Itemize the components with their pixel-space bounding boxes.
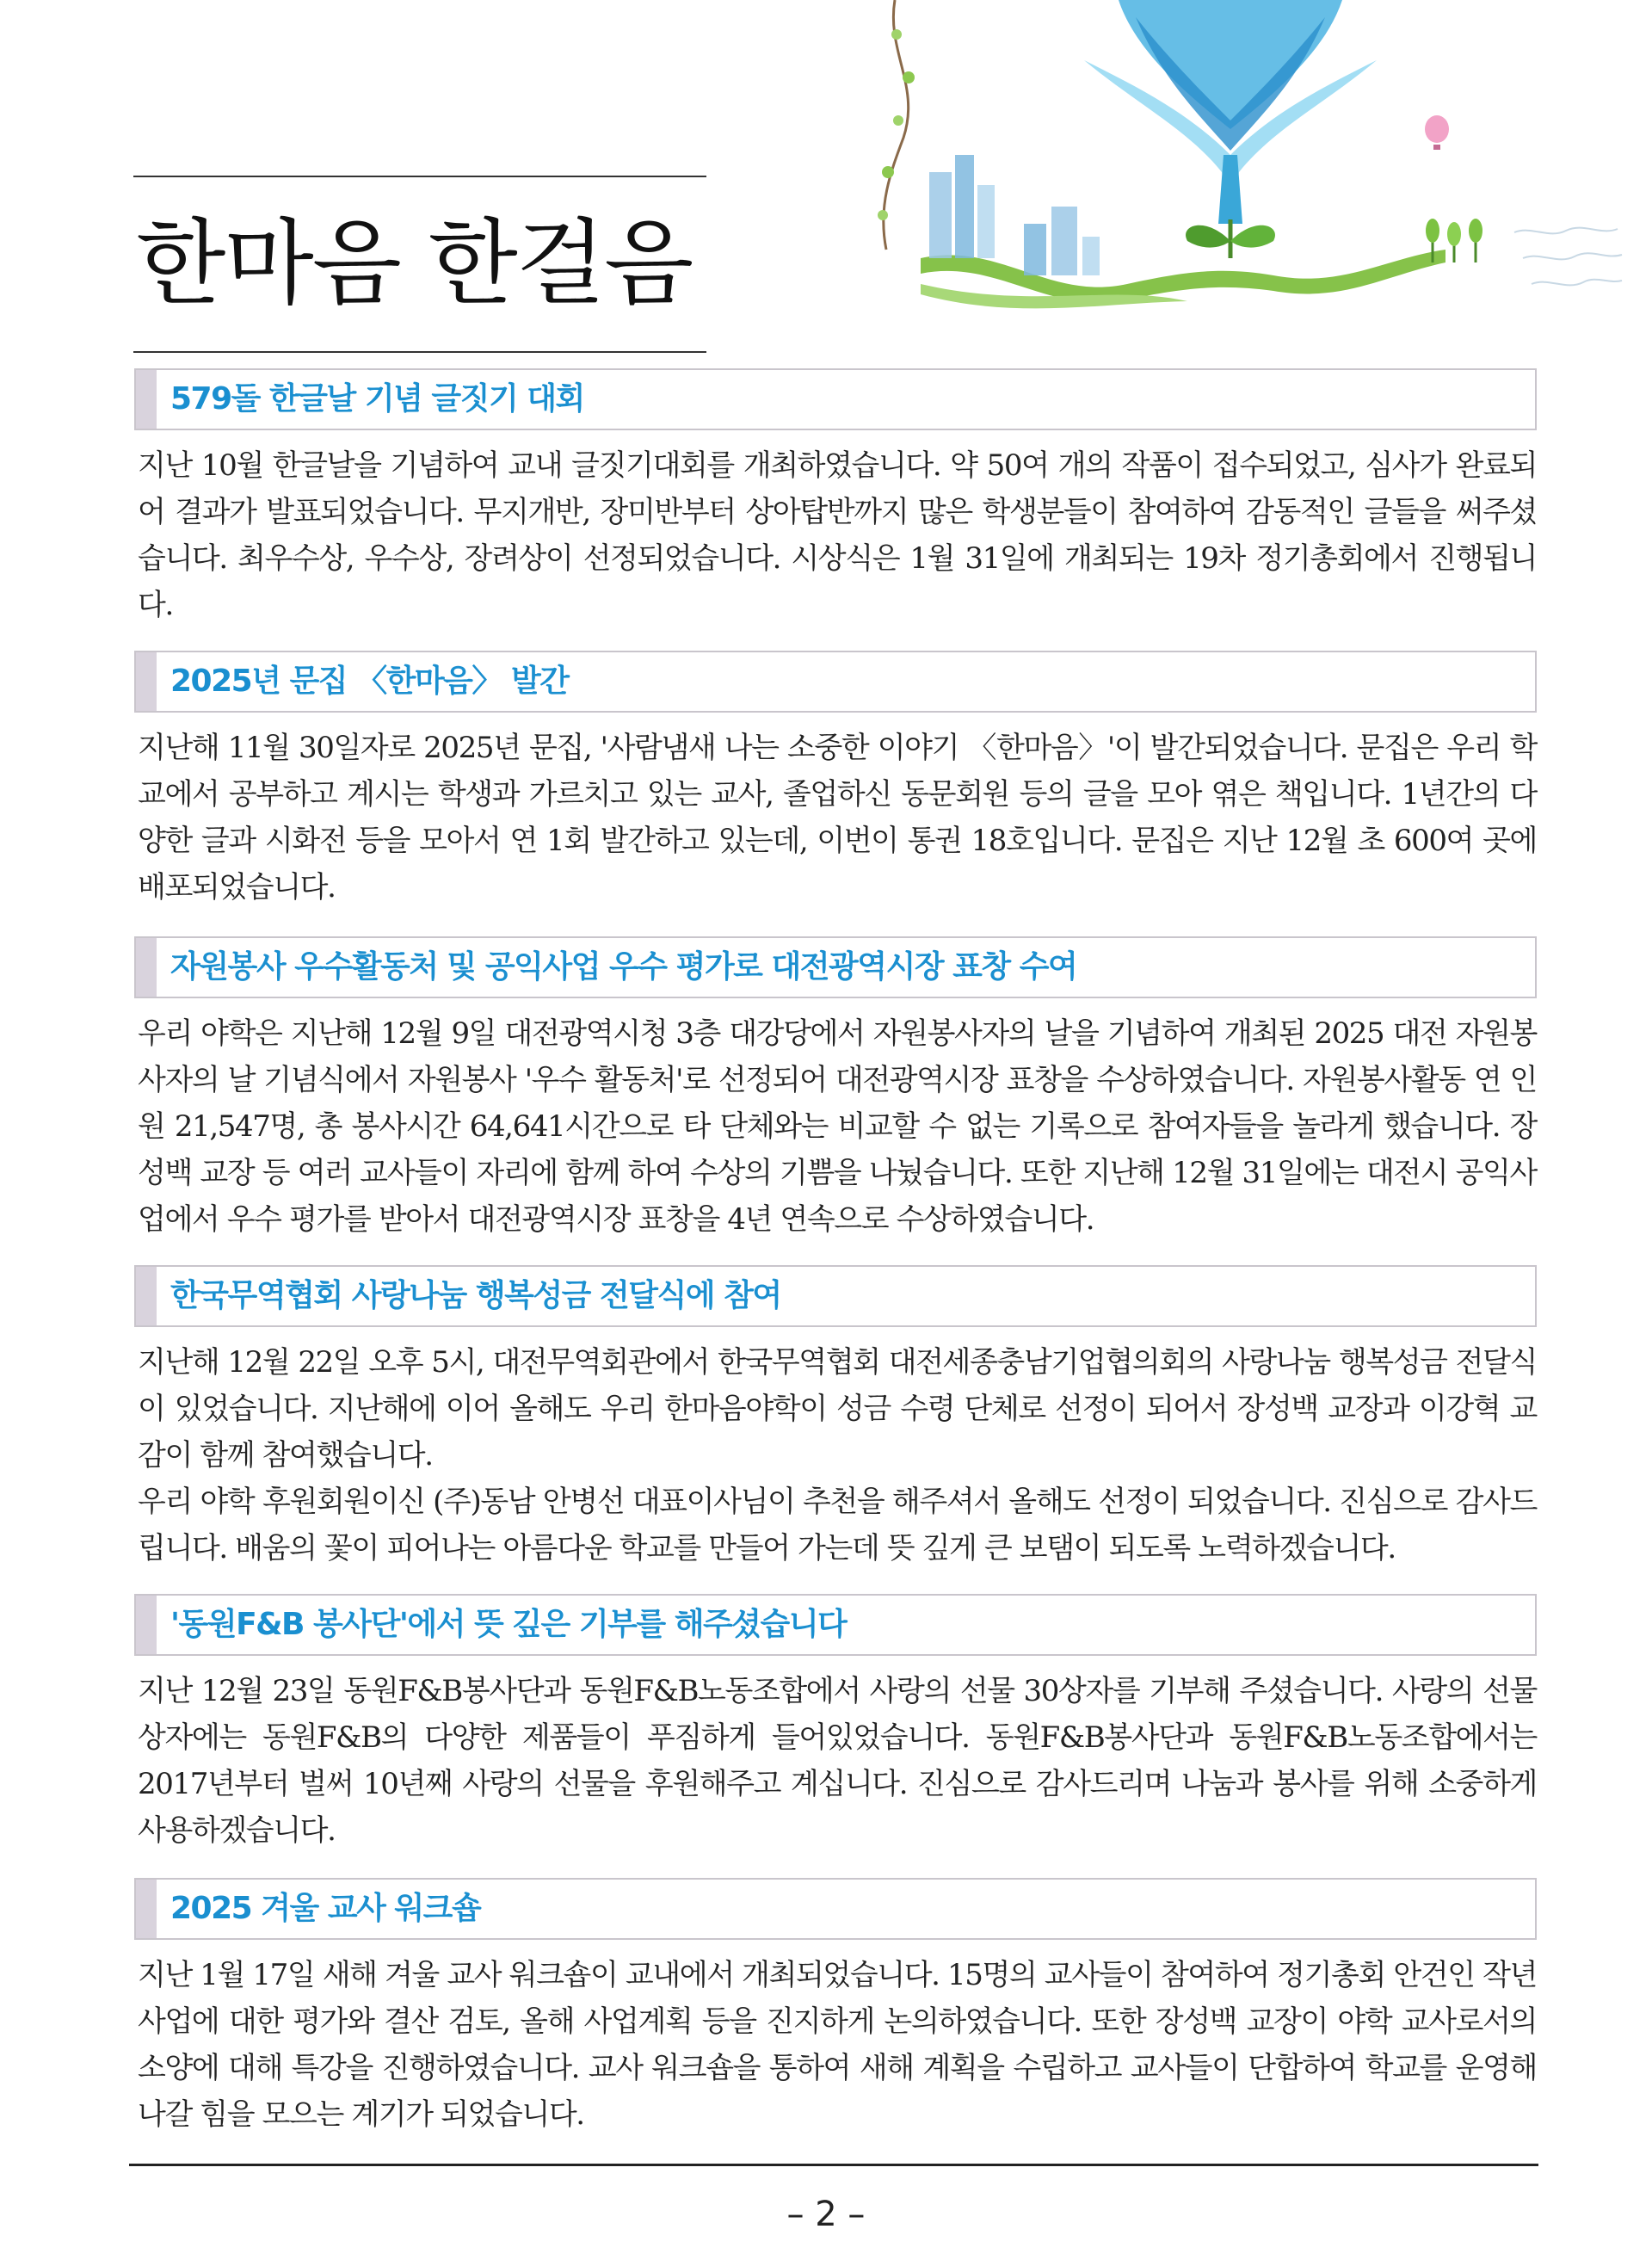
section-paragraph: 우리 야학은 지난해 12월 9일 대전광역시청 3층 대강당에서 자원봉사자의 날을 기념하여 개최된 2025 대전 자원봉사자의 날 기념식에서 자원봉사 '우수 활동처'로 선정되어 대전광역시장 표창을 수상하였습니다. 자원봉사활동 연 인원 21,547명, 총 봉사시간 64,641시간으로 타 단체와는 비교할 수 없는 기록으로 참여자들을 놀라게 했습니다. 장성백 교장 등 여러 교사들이 자리에 함께 하여 수상의 기쁨을 나눴습니다. 또한 지난해 12월 31일에는 대전시 공익사업에서 우수 평가를 받아서 대전광역시장 표창을 4년 연속으로 수상하였습니다. bbox=[138, 1016, 1537, 1237]
section-heading-text: 2025 겨울 교사 워크숍 bbox=[170, 1891, 481, 1926]
section-heading-bar bbox=[136, 652, 157, 711]
section-body-trade-association bbox=[138, 1339, 1537, 1572]
section-paragraph: 지난 10월 한글날을 기념하여 교내 글짓기대회를 개최하였습니다. 약 50여 개의 작품이 접수되었고, 심사가 완료되어 결과가 발표되었습니다. 무지개반, 장미반부터 상아탑반까지 많은 학생분들이 참여하여 감동적인 글들을 써주셨습니다. 최우수상, 우수상, 장려상이 선정되었습니다. 시상식은 1월 31일에 개최되는 19차 정기총회에서 진행됩니다. bbox=[138, 448, 1537, 622]
section-heading-text: 한국무역협회 사랑나눔 행복성금 전달식에 참여 bbox=[170, 1278, 781, 1313]
title-top-rule bbox=[133, 176, 706, 177]
section-heading-bar bbox=[136, 1596, 157, 1654]
section-heading-hangul-day bbox=[134, 368, 1537, 430]
section-heading-dongwon-donation bbox=[134, 1594, 1537, 1656]
section-heading-text: '동원F&B 봉사단'에서 뜻 깊은 기부를 해주셨습니다 bbox=[170, 1607, 847, 1642]
section-body-teacher-workshop bbox=[138, 1952, 1537, 2138]
section-heading-bar bbox=[136, 1267, 157, 1325]
section-heading-text: 579돌 한글날 기념 글짓기 대회 bbox=[170, 381, 584, 417]
footer-rule bbox=[129, 2164, 1538, 2166]
section-body-volunteer-award bbox=[138, 1010, 1537, 1243]
section-heading-text: 2025년 문집 〈한마음〉 발간 bbox=[170, 664, 569, 699]
title-bottom-rule bbox=[133, 351, 706, 353]
section-heading-bar bbox=[136, 1880, 157, 1938]
section-paragraph: 우리 야학 후원회원이신 (주)동남 안병선 대표이사님이 추천을 해주셔서 올해도 선정이 되었습니다. 진심으로 감사드립니다. 배움의 꽃이 피어나는 아름다운 학교를 만들어 가는데 뜻 깊게 큰 보탬이 되도록 노력하겠습니다. bbox=[138, 1485, 1537, 1565]
section-heading-text: 자원봉사 우수활동처 및 공익사업 우수 평가로 대전광역시장 표창 수여 bbox=[170, 949, 1077, 985]
page-title: 한마음 한걸음 bbox=[136, 210, 693, 318]
section-paragraph: 지난 1월 17일 새해 겨울 교사 워크숍이 교내에서 개최되었습니다. 15명의 교사들이 참여하여 정기총회 안건인 작년 사업에 대한 평가와 결산 검토, 올해 사업계획 등을 진지하게 논의하였습니다. 또한 장성백 교장이 야학 교사로서의 소양에 대해 특강을 진행하였습니다. 교사 워크숍을 통하여 새해 계획을 수립하고 교사들이 단합하여 학교를 운영해 나갈 힘을 모으는 계기가 되었습니다. bbox=[138, 1958, 1537, 2132]
section-paragraph: 지난 12월 23일 동원F&B봉사단과 동원F&B노동조합에서 사랑의 선물 30상자를 기부해 주셨습니다. 사랑의 선물상자에는 동원F&B의 다양한 제품들이 푸짐하게 들어있었습니다. 동원F&B봉사단과 동원F&B노동조합에서는 2017년부터 벌써 10년째 사랑의 선물을 후원해주고 계십니다. 진심으로 감사드리며 나눔과 봉사를 위해 소중하게 사용하겠습니다. bbox=[138, 1674, 1537, 1848]
page-number: – 2 – bbox=[786, 2195, 866, 2234]
section-heading-anthology bbox=[134, 651, 1537, 713]
section-heading-volunteer-award bbox=[134, 936, 1537, 998]
section-paragraph: 지난해 11월 30일자로 2025년 문집, '사람냄새 나는 소중한 이야기 〈한마음〉'이 발간되었습니다. 문집은 우리 학교에서 공부하고 계시는 학생과 가르치고 있는 교사, 졸업하신 동문회원 등의 글을 모아 엮은 책입니다. 1년간의 다양한 글과 시화전 등을 모아서 연 1회 발간하고 있는데, 이번이 통권 18호입니다. 문집은 지난 12월 초 600여 곳에 배포되었습니다. bbox=[138, 731, 1537, 905]
section-heading-bar bbox=[136, 370, 157, 429]
section-heading-teacher-workshop bbox=[134, 1878, 1537, 1940]
section-heading-trade-association bbox=[134, 1265, 1537, 1327]
section-body-anthology bbox=[138, 725, 1537, 911]
section-heading-bar bbox=[136, 938, 157, 997]
watercolor-sprout-illustration-icon bbox=[826, 0, 1635, 361]
section-body-hangul-day bbox=[138, 442, 1537, 628]
section-paragraph: 지난해 12월 22일 오후 5시, 대전무역회관에서 한국무역협회 대전세종충남기업협의회의 사랑나눔 행복성금 전달식이 있었습니다. 지난해에 이어 올해도 우리 한마음야학이 성금 수령 단체로 선정이 되어서 장성백 교장과 이강혁 교감이 함께 참여했습니다. bbox=[138, 1345, 1537, 1473]
section-body-dongwon-donation bbox=[138, 1668, 1537, 1854]
